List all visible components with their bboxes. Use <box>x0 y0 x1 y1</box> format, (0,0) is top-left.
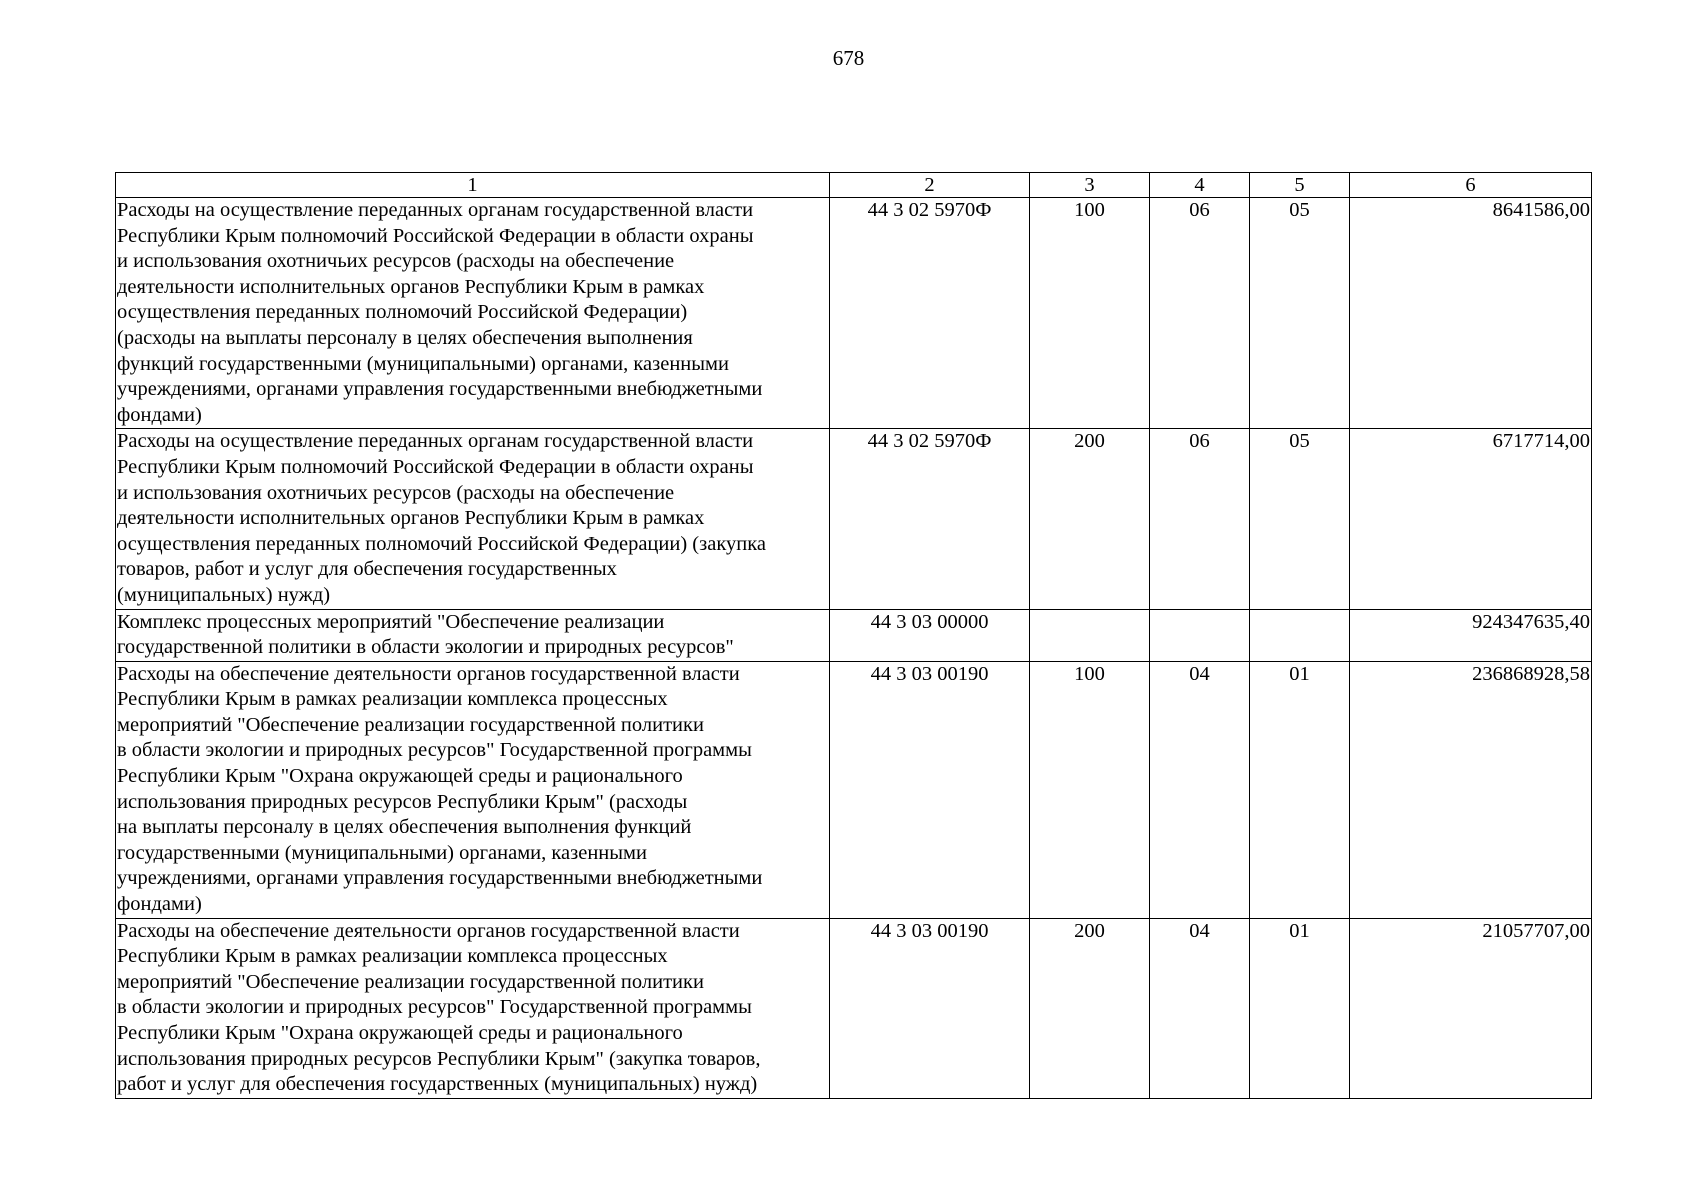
row-col5: 01 <box>1250 661 1350 918</box>
row-code: 44 3 03 00000 <box>830 609 1030 661</box>
header-col-2: 2 <box>830 173 1030 198</box>
row-col3: 200 <box>1030 429 1150 609</box>
row-amount: 6717714,00 <box>1350 429 1592 609</box>
row-col5: 01 <box>1250 918 1350 1098</box>
table-header-row <box>116 173 1592 198</box>
row-col5: 05 <box>1250 429 1350 609</box>
row-amount: 8641586,00 <box>1350 198 1592 429</box>
row-description: Расходы на осуществление переданных органам государственной власти Республики Крым полномочий Российской Федерации в области охраны и использования охотничьих ресурсов (расходы на обеспечение деятельности исполнительных органов Республики Крым в рамках осуществления переданных полномочий Российской Федерации) (расходы на выплаты персоналу в целях обеспечения выполнения функций государственными (муниципальными) органами, казенными учреждениями, органами управления государственными внебюджетными фондами) <box>116 198 830 429</box>
row-description: Расходы на обеспечение деятельности органов государственной власти Республики Крым в рамках реализации комплекса процессных мероприятий "Обеспечение реализации государственной политики в области экологии и природных ресурсов" Государственной программы Республики Крым "Охрана окружающей среды и рационального использования природных ресурсов Республики Крым" (расходы на выплаты персоналу в целях обеспечения выполнения функций государственными (муниципальными) органами, казенными учреждениями, органами управления государственными внебюджетными фондами) <box>116 661 830 918</box>
row-col3: 100 <box>1030 198 1150 429</box>
row-description: Комплекс процессных мероприятий "Обеспечение реализации государственной политики в области экологии и природных ресурсов" <box>116 609 830 661</box>
table-row <box>116 609 1592 661</box>
row-col3: 100 <box>1030 661 1150 918</box>
page-number: 678 <box>832 46 865 70</box>
header-col-4: 4 <box>1150 173 1250 198</box>
row-col5: 05 <box>1250 198 1350 429</box>
row-col4: 04 <box>1150 661 1250 918</box>
row-col4: 06 <box>1150 198 1250 429</box>
row-col4: 04 <box>1150 918 1250 1098</box>
row-col5 <box>1250 609 1350 661</box>
row-code: 44 3 02 5970Ф <box>830 429 1030 609</box>
header-col-6: 6 <box>1350 173 1592 198</box>
header-col-3: 3 <box>1030 173 1150 198</box>
row-col3: 200 <box>1030 918 1150 1098</box>
row-col4 <box>1150 609 1250 661</box>
table-row <box>116 661 1592 918</box>
row-col4: 06 <box>1150 429 1250 609</box>
header-col-1: 1 <box>116 173 830 198</box>
row-amount: 924347635,40 <box>1350 609 1592 661</box>
budget-table <box>115 172 1592 1099</box>
row-description: Расходы на обеспечение деятельности органов государственной власти Республики Крым в рамках реализации комплекса процессных мероприятий "Обеспечение реализации государственной политики в области экологии и природных ресурсов" Государственной программы Республики Крым "Охрана окружающей среды и рационального использования природных ресурсов Республики Крым" (закупка товаров, работ и услуг для обеспечения государственных (муниципальных) нужд) <box>116 918 830 1098</box>
table-row <box>116 429 1592 609</box>
row-amount: 21057707,00 <box>1350 918 1592 1098</box>
row-code: 44 3 03 00190 <box>830 918 1030 1098</box>
table-row <box>116 918 1592 1098</box>
row-col3 <box>1030 609 1150 661</box>
row-code: 44 3 02 5970Ф <box>830 198 1030 429</box>
row-code: 44 3 03 00190 <box>830 661 1030 918</box>
table-row <box>116 198 1592 429</box>
row-description: Расходы на осуществление переданных органам государственной власти Республики Крым полномочий Российской Федерации в области охраны и использования охотничьих ресурсов (расходы на обеспечение деятельности исполнительных органов Республики Крым в рамках осуществления переданных полномочий Российской Федерации) (закупка товаров, работ и услуг для обеспечения государственных (муниципальных) нужд) <box>116 429 830 609</box>
row-amount: 236868928,58 <box>1350 661 1592 918</box>
header-col-5: 5 <box>1250 173 1350 198</box>
